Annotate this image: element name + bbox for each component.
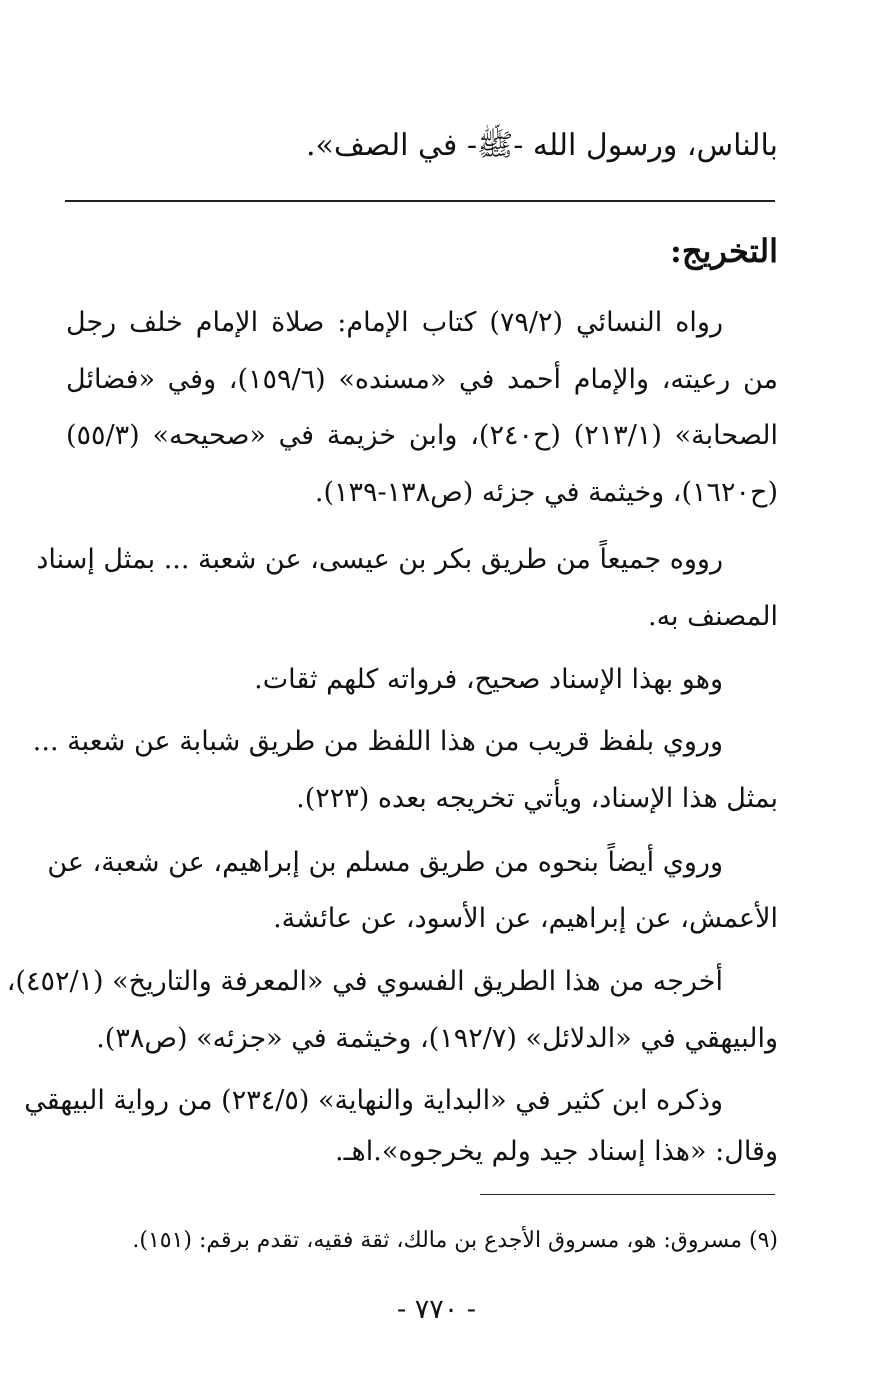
paragraph-5-line-1: وروي أيضاً بنحوه من طريق مسلم بن إبراهيم، عن شعبة، عن (47, 847, 723, 878)
paragraph-2-line-2: المصنف به. (647, 601, 778, 632)
paragraph-4-line-2: بمثل هذا الإسناد، ويأتي تخريجه بعده (٢٢٣). (296, 783, 778, 814)
paragraph-1-line-2: من رعيته، والإمام أحمد في «مسنده» (١٥٩/٦)، وفي «فضائل (66, 364, 778, 395)
footnote: (٩) مسروق: هو، مسروق الأجدع بن مالك، ثقة فقيه، تقدم برقم: (١٥١). (132, 1228, 778, 1253)
paragraph-7-line-1: وذكره ابن كثير في «البداية والنهاية» (٢٣٤/٥) من رواية البيهقي (24, 1085, 723, 1116)
continuation-line: بالناس، ورسول الله -ﷺ- في الصف». (305, 128, 778, 163)
paragraph-7-line-2: وقال: «هذا إسناد جيد ولم يخرجوه».اهـ. (335, 1136, 778, 1167)
footnote-rule (480, 1194, 775, 1195)
paragraph-2-line-1: رووه جميعاً من طريق بكر بن عيسى، عن شعبة ... بمثل إسناد (36, 544, 723, 575)
paragraph-6-line-2: والبيهقي في «الدلائل» (١٩٢/٧)، وخيثمة في «جزئه» (ص٣٨). (96, 1023, 778, 1054)
paragraph-3-line-1: وهو بهذا الإسناد صحيح، فرواته كلهم ثقات. (254, 664, 723, 695)
page-number: - ٧٧٠ - (397, 1294, 476, 1325)
separator-rule (65, 200, 775, 202)
paragraph-1-line-4: (ح١٦٢٠)، وخيثمة في جزئه (ص١٣٨-١٣٩). (314, 477, 778, 508)
paragraph-6-line-1: أخرجه من هذا الطريق الفسوي في «المعرفة والتاريخ» (٤٥٢/١)، (6, 966, 723, 997)
paragraph-1-line-3: الصحابة» (٢١٣/١) (ح٢٤٠)، وابن خزيمة في «صحيحه» (٥٥/٣) (66, 420, 778, 451)
section-heading: التخريج: (670, 232, 778, 270)
paragraph-1-line-1: رواه النسائي (٧٩/٢) كتاب الإمام: صلاة الإمام خلف رجل (66, 307, 723, 338)
paragraph-5-line-2: الأعمش، عن إبراهيم، عن الأسود، عن عائشة. (273, 903, 778, 934)
paragraph-4-line-1: وروي بلفظ قريب من هذا اللفظ من طريق شبابة عن شعبة ... (32, 726, 723, 757)
